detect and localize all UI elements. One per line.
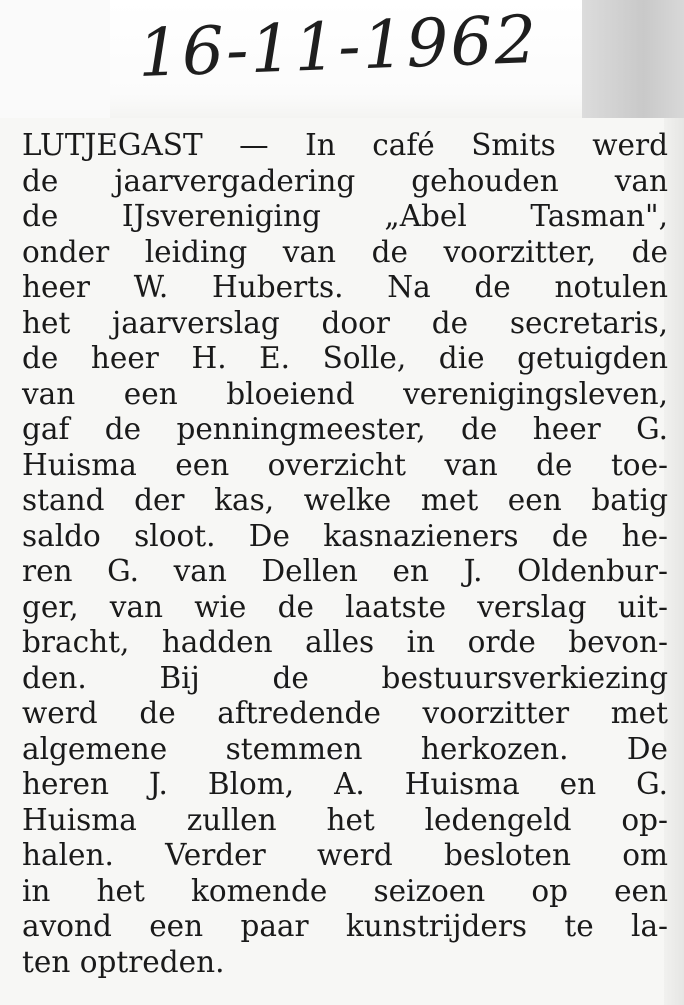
article-line: den. Bij de bestuursverkiezing [22,660,668,695]
article-line: avond een paar kunstrijders te la- [22,909,668,943]
article-line: ger, van wie de laatste verslag uit- [22,589,668,624]
paper-margin-left [0,0,110,118]
article-line: halen. Verder werd besloten om [22,838,668,872]
article-line: stand der kas, welke met een batig [22,483,668,517]
article-line: Huisma een overzicht van de toe- [22,447,668,482]
article-line: bracht, hadden alles in orde bevon- [22,625,668,659]
article-line: de IJsvereniging „Abel Tasman", [22,199,668,233]
article-line: in het komende seizoen op een [22,873,668,908]
article-line: ten optreden. [22,944,225,979]
article-line: onder leiding van de voorzitter, de [22,234,668,269]
article-line: het jaarverslag door de secretaris, [22,305,668,340]
article-line: saldo sloot. De kasnazieners de he- [22,518,668,553]
article-line: van een bloeiend verenigingsleven, [22,376,668,411]
article-line: heren J. Blom, A. Huisma en G. [22,767,668,801]
article-line: werd de aftredende voorzitter met [22,696,668,730]
article-line: algemene stemmen herkozen. De [22,731,668,766]
article-line: gaf de penningmeester, de heer G. [22,412,668,446]
paper-shadow [582,0,684,118]
handwritten-date: 16-11-1962 [136,1,540,92]
article-line: heer W. Huberts. Na de notulen [22,270,668,304]
article-line: de heer H. E. Solle, die getuigden [22,341,668,375]
article-line: Huisma zullen het ledengeld op- [22,802,668,837]
article-line: ren G. van Dellen en J. Oldenbur- [22,554,668,588]
article-body [22,128,668,980]
article-line: LUTJEGAST — In café Smits werd [22,128,668,162]
article-line: de jaarvergadering gehouden van [22,163,668,198]
